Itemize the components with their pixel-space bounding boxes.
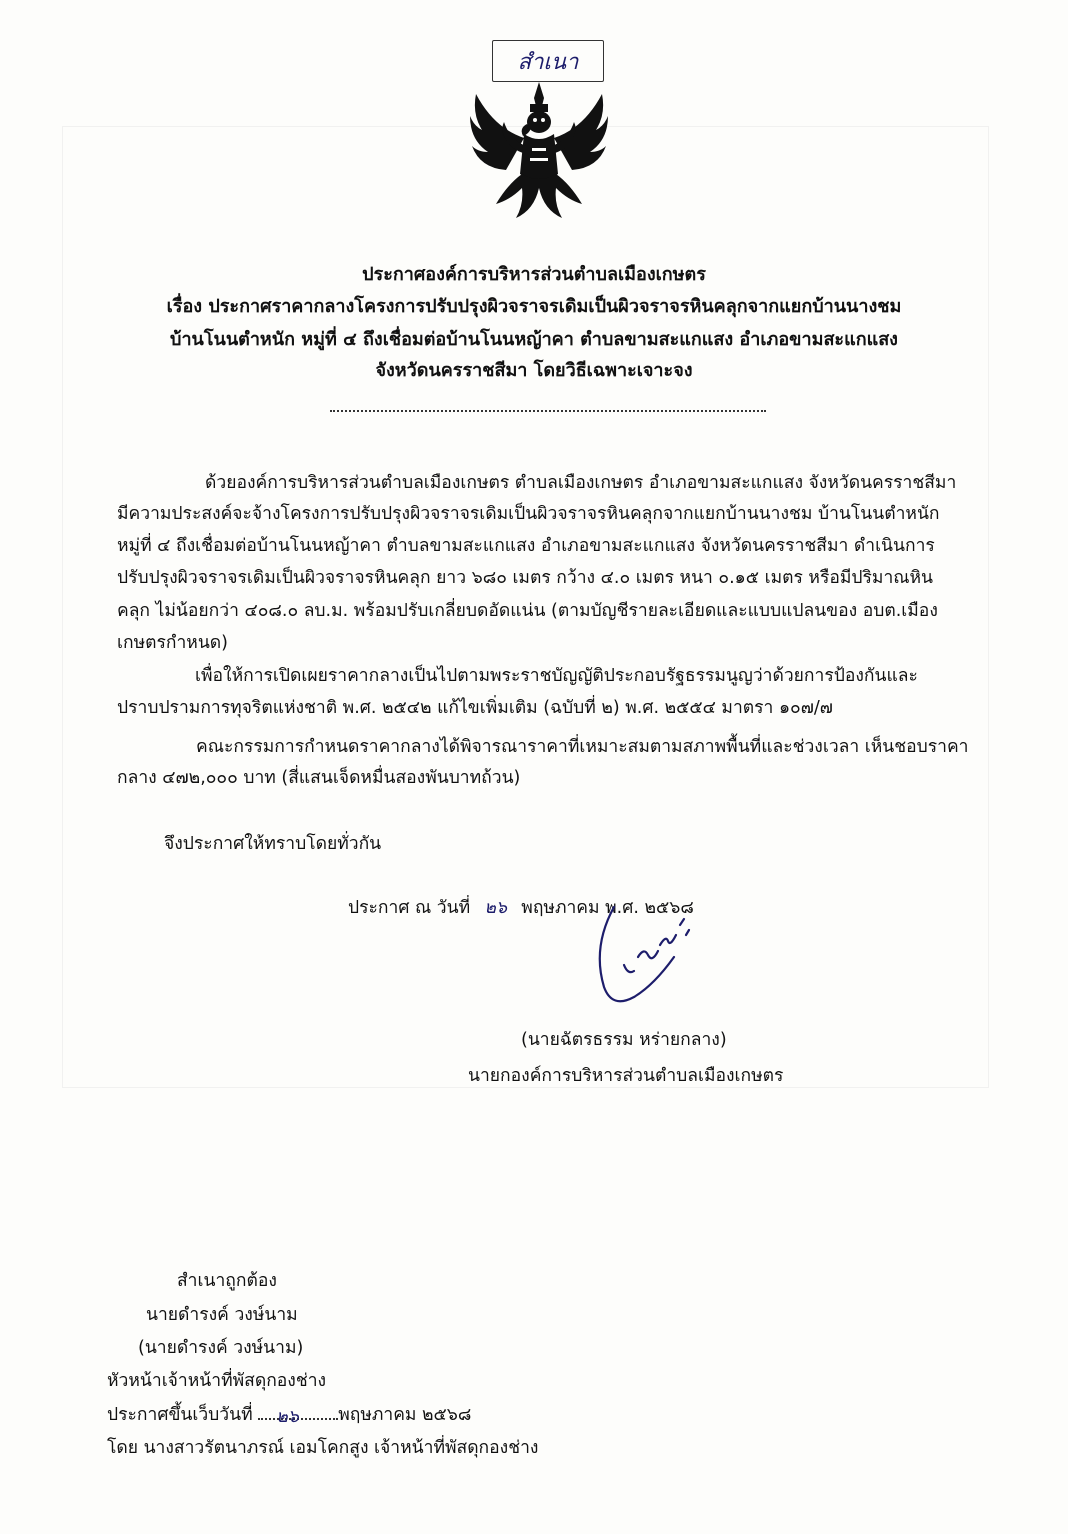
body-line: คณะกรรมการกำหนดราคากลางได้พิจารณาราคาที่เหมาะสมตามสภาพพื้นที่และช่วงเวลา เห็นชอบราคา	[196, 737, 969, 757]
body-line: เพื่อให้การเปิดเผยราคากลางเป็นไปตามพระราชบัญญัติประกอบรัฐธรรมนูญว่าด้วยการป้องกันและ	[195, 666, 918, 686]
web-posted-prefix: ประกาศขึ้นเว็บวันที่	[107, 1405, 253, 1425]
garuda-emblem-icon	[466, 78, 612, 230]
copy-stamp-text: สำเนา	[517, 49, 579, 75]
signatory-name: (นายฉัตรธรรม หร่ายกลาง)	[521, 1030, 727, 1050]
body-line: มีความประสงค์จะจ้างโครงการปรับปรุงผิวจราจรเดิมเป็นผิวจราจรหินคลุกจากแยกบ้านนางชม บ้านโนนตำหนัก	[117, 504, 940, 524]
dotted-separator	[330, 410, 766, 412]
signature-icon	[584, 905, 704, 1015]
web-posted-day-field	[258, 1407, 338, 1427]
body-line: เกษตรกำหนด)	[117, 633, 228, 653]
body-line: กลาง ๔๗๒,๐๐๐ บาท (สี่แสนเจ็ดหมื่นสองพันบาทถ้วน)	[117, 768, 521, 788]
body-line: ด้วยองค์การบริหารส่วนตำบลเมืองเกษตร ตำบลเมืองเกษตร อำเภอขามสะแกแสง จังหวัดนครราชสีมา	[205, 473, 957, 493]
certifier-signature-name: นายดำรงค์ วงษ์นาม	[146, 1305, 298, 1325]
signatory-position: นายกองค์การบริหารส่วนตำบลเมืองเกษตร	[468, 1066, 784, 1086]
body-line: ปราบปรามการทุจริตแห่งชาติ พ.ศ. ๒๕๔๒ แก้ไขเพิ่มเติม (ฉบับที่ ๒) พ.ศ. ๒๕๕๔ มาตรา ๑๐๗/๗	[117, 698, 833, 718]
web-posted-day-handwritten: ๒๖	[276, 1407, 299, 1427]
closing-line: จึงประกาศให้ทราบโดยทั่วกัน	[164, 834, 382, 854]
body-line: ปรับปรุงผิวจราจรเดิมเป็นผิวจราจรหินคลุก ยาว ๖๘๐ เมตร กว้าง ๔.๐ เมตร หนา ๐.๑๕ เมตร หรือมีปริมาณหิน	[117, 568, 934, 588]
web-posted-date	[107, 1400, 471, 1428]
certifier-position: หัวหน้าเจ้าหน้าที่พัสดุกองช่าง	[107, 1371, 327, 1391]
copy-stamp	[492, 40, 604, 82]
date-prefix: ประกาศ ณ วันที่	[348, 898, 471, 918]
subject-line-2: บ้านโนนตำหนัก หมู่ที่ ๔ ถึงเชื่อมต่อบ้านโนนหญ้าคา ตำบลขามสะแกแสง อำเภอขามสะแกแสง	[170, 329, 898, 350]
announcement-title: ประกาศองค์การบริหารส่วนตำบลเมืองเกษตร	[362, 264, 706, 285]
posted-by-line: โดย นางสาวรัตนาภรณ์ เอมโคกสูง เจ้าหน้าที่พัสดุกองช่าง	[107, 1438, 539, 1458]
date-day-handwritten: ๒๖	[484, 898, 508, 918]
body-line: หมู่ที่ ๔ ถึงเชื่อมต่อบ้านโนนหญ้าคา ตำบลขามสะแกแสง อำเภอขามสะแกแสง จังหวัดนครราชสีมา ดำเนินการ	[117, 536, 935, 556]
certified-copy-label: สำเนาถูกต้อง	[177, 1271, 277, 1291]
web-posted-rest: พฤษภาคม ๒๕๖๘	[338, 1405, 472, 1425]
subject-line-3: จังหวัดนครราชสีมา โดยวิธีเฉพาะเจาะจง	[375, 360, 693, 381]
subject-line-1: เรื่อง ประกาศราคากลางโครงการปรับปรุงผิวจราจรเดิมเป็นผิวจราจรหินคลุกจากแยกบ้านนางชม	[166, 296, 902, 317]
certifier-name: (นายดำรงค์ วงษ์นาม)	[138, 1338, 304, 1358]
body-line: คลุก ไม่น้อยกว่า ๔๐๘.๐ ลบ.ม. พร้อมปรับเกลี่ยบดอัดแน่น (ตามบัญชีรายละเอียดและแบบแปลนของ อบต.เมือง	[117, 601, 938, 621]
date-rest: พฤษภาคม พ.ศ. ๒๕๖๘	[521, 898, 694, 918]
